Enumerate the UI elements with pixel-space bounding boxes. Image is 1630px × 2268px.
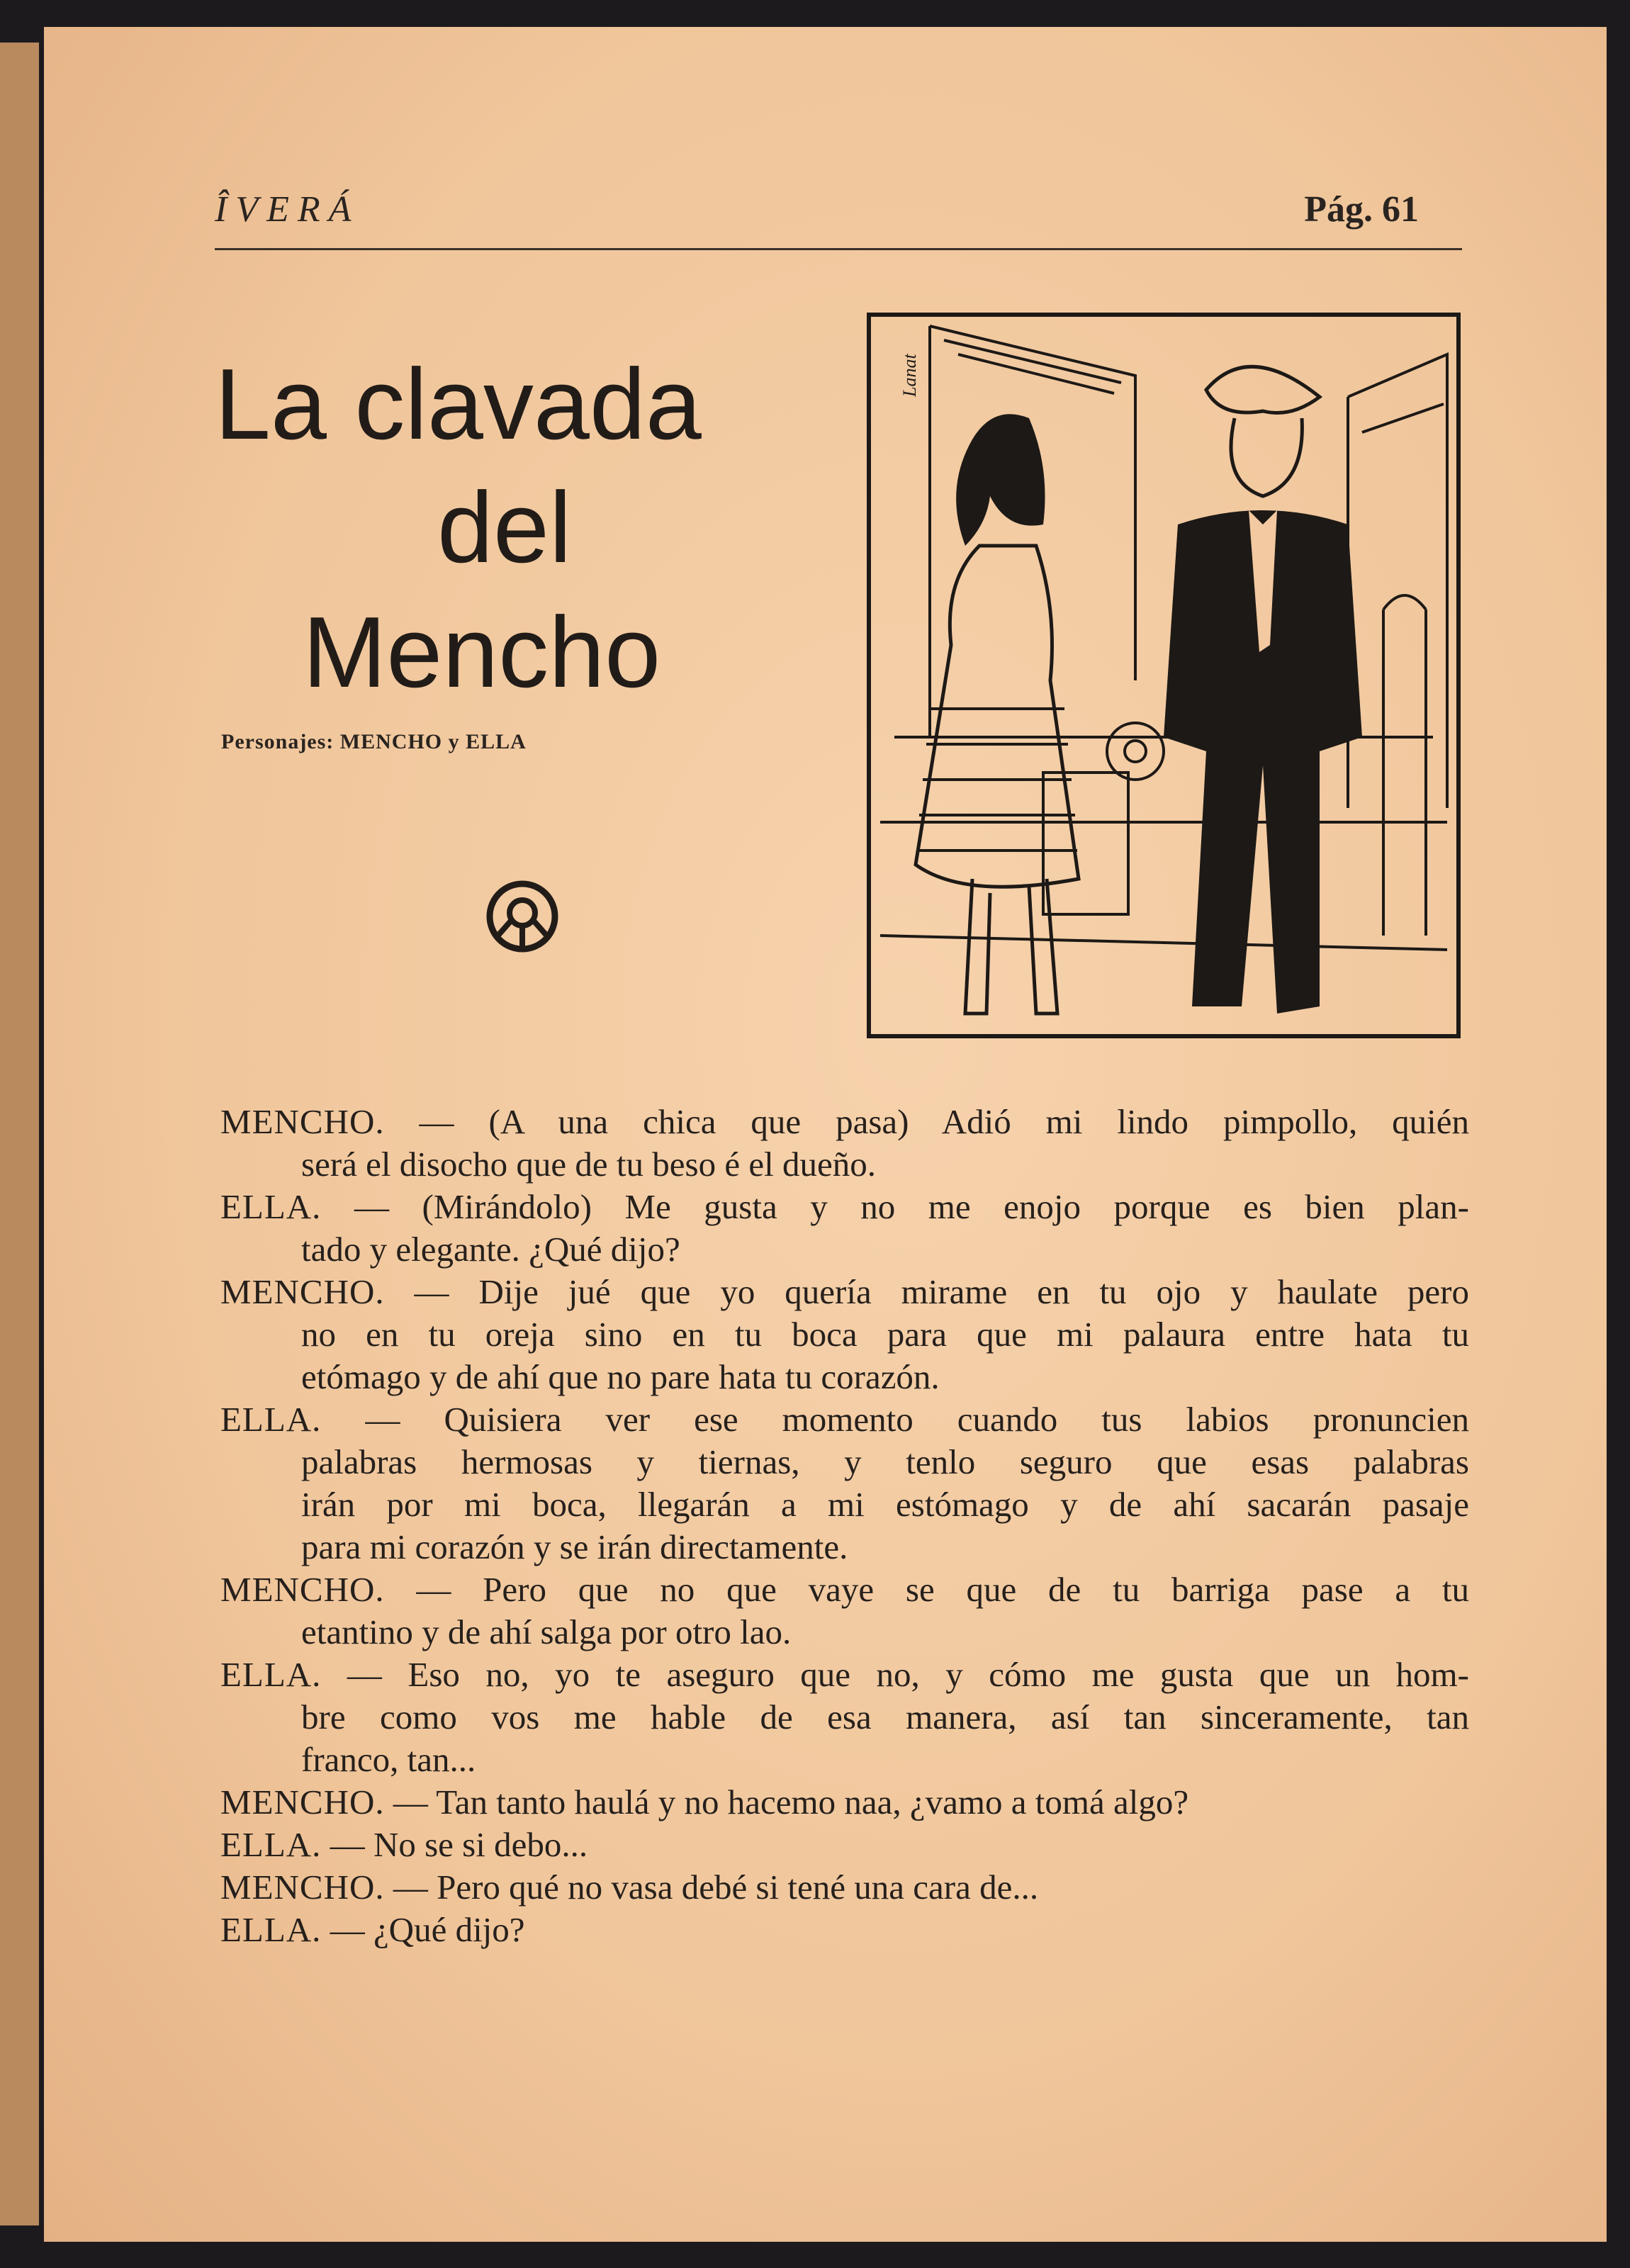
dialogue-line <box>220 1696 1469 1739</box>
speaker-name: MENCHO. <box>220 1570 385 1609</box>
dialogue-line-speaker <box>220 1866 1469 1909</box>
dialogue-text-line: irán por mi boca, llegarán a mi estómago y de ahí sacarán pasaje <box>301 1485 1469 1524</box>
dialogue-text-line: para mi corazón y se irán directamente. <box>301 1527 848 1566</box>
dialogue-line <box>220 1313 1469 1356</box>
dialogue-line-speaker <box>220 1568 1469 1611</box>
dialogue-text-line: será el disocho que de tu beso é el dueño. <box>301 1145 876 1184</box>
speaker-name: MENCHO. <box>220 1272 385 1311</box>
dialogue-text-line: bre como vos me hable de esa manera, así tan sinceramente, tan <box>301 1697 1469 1736</box>
dialogue-text-line: etómago y de ahí que no pare hata tu corazón. <box>301 1357 940 1396</box>
dialogue-text-line: — No se si debo... <box>330 1825 588 1864</box>
dialogue-text-line: — Dije jué que yo quería mirame en tu ojo y haulate pero <box>414 1272 1469 1311</box>
dialogue-line-speaker <box>220 1824 1469 1866</box>
speaker-name: MENCHO. <box>220 1868 385 1907</box>
dialogue-line <box>220 1356 1469 1398</box>
dialogue-text-line: tado y elegante. ¿Qué dijo? <box>301 1230 680 1269</box>
speaker-name: ELLA. <box>220 1400 322 1439</box>
publication-name: ÎVERÁ <box>215 189 360 230</box>
dialogue-line-speaker <box>220 1186 1469 1228</box>
dialogue-line-speaker <box>220 1101 1469 1143</box>
illustrator-signature: Lanat <box>899 354 920 397</box>
dialogue-text-line: — Quisiera ver ese momento cuando tus labios pronuncien <box>365 1400 1470 1439</box>
dialogue-line <box>220 1611 1469 1654</box>
dialogue-line <box>220 1739 1469 1781</box>
dialogue-text-line: — Eso no, yo te aseguro que no, y cómo me gusta que un hom- <box>347 1655 1469 1694</box>
dialogue-text-line: no en tu oreja sino en tu boca para que mi palaura entre hata tu <box>301 1315 1469 1354</box>
dialogue-text-line: — (Mirándolo) Me gusta y no me enojo porque es bien plan- <box>354 1187 1469 1226</box>
speaker-name: ELLA. <box>220 1655 322 1694</box>
book-page <box>44 27 1607 2242</box>
speaker-name: ELLA. <box>220 1910 322 1949</box>
dialogue-line-speaker <box>220 1654 1469 1696</box>
title-line-1: La clavada <box>215 348 702 461</box>
dialogue-text-line: — ¿Qué dijo? <box>330 1910 525 1949</box>
page-number: Pág. 61 <box>1304 189 1419 230</box>
dialogue-text-line: — Pero que no que vaye se que de tu barriga pase a tu <box>416 1570 1470 1609</box>
speaker-name: ELLA. <box>220 1187 322 1226</box>
dialogue-line <box>220 1228 1469 1271</box>
dialogue-line <box>220 1143 1469 1186</box>
dialogue-text-line: etantino y de ahí salga por otro lao. <box>301 1612 792 1651</box>
previous-page-edge <box>0 43 39 2225</box>
dialogue-text-line: — Pero qué no vasa debé si tené una cara de... <box>393 1868 1039 1907</box>
dialogue-text-line: — Tan tanto haulá y no hacemo naa, ¿vamo a tomá algo? <box>393 1783 1189 1821</box>
dialogue-line-speaker <box>220 1398 1469 1441</box>
cast-list: Personajes: MENCHO y ELLA <box>221 730 527 753</box>
speaker-name: ELLA. <box>220 1825 322 1864</box>
dialogue-text <box>220 1101 1469 1951</box>
speaker-name: MENCHO. <box>220 1102 385 1141</box>
dialogue-line-speaker <box>220 1909 1469 1951</box>
dialogue-line <box>220 1441 1469 1483</box>
dialogue-line-speaker <box>220 1781 1469 1824</box>
title-line-2: del <box>437 471 572 584</box>
header-rule <box>215 248 1462 250</box>
dialogue-line-speaker <box>220 1271 1469 1313</box>
dialogue-line <box>220 1526 1469 1568</box>
dialogue-text-line: — (A una chica que pasa) Adió mi lindo pimpollo, quién <box>419 1102 1470 1141</box>
dialogue-text-line: palabras hermosas y tiernas, y tenlo seguro que esas palabras <box>301 1442 1469 1481</box>
dialogue-text-line: franco, tan... <box>301 1740 476 1779</box>
dialogue-line <box>220 1483 1469 1526</box>
comic-illustration <box>866 312 1461 1039</box>
emblem-icon <box>483 877 561 955</box>
speaker-name: MENCHO. <box>220 1783 385 1821</box>
title-line-3: Mencho <box>303 596 661 709</box>
